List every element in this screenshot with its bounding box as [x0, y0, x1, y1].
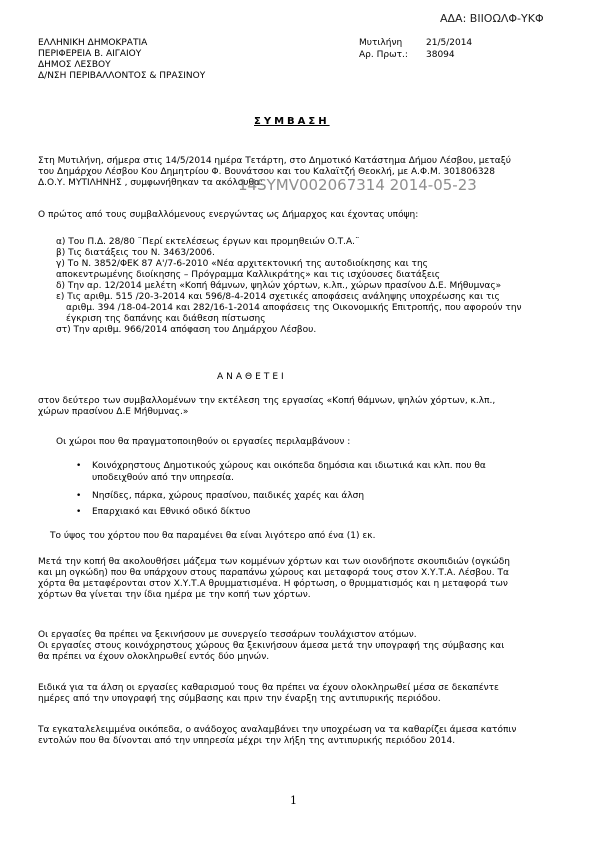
assign-paragraph — [38, 396, 495, 418]
crew-paragraph — [38, 630, 504, 663]
consideration-item: δ) Την αρ. 12/2014 μελέτη «Κοπή θάμνων, ψηλών χόρτων, κ.λπ., χώρων πρασίνου Δ.Ε. Μήθυμνας» — [56, 281, 502, 291]
protocol-number: 38094 — [426, 50, 455, 60]
paragraph-line: χόρτων θα γίνεται την ίδια ημέρα με την κοπή των χόρτων. — [38, 590, 311, 600]
area-item: Επαρχιακό και Εθνικό οδικό δίκτυο — [92, 507, 251, 517]
intro-line: Στη Μυτιλήνη, σήμερα στις 14/5/2014 ημέρα Τετάρτη, στο Δημοτικό Κατάστημα Δήμου Λέσβου, μεταξύ — [38, 156, 511, 166]
area-item: Νησίδες, πάρκα, χώρους πρασίνου, παιδικές χαρές και άλση — [92, 491, 365, 501]
assign-line: στον δεύτερο των συμβαλλομένων την εκτέλεση της εργασίας «Κοπή θάμνων, ψηλών χόρτων, κ.λπ., — [38, 396, 496, 406]
consideration-item: ε) Τις αριθμ. 515 /20-3-2014 και 596/8-4-2014 σχετικές αποφάσεις ανάληψης υποχρέωσης και τις — [56, 292, 500, 302]
consideration-item: α) Του Π.Δ. 28/80 ¨Περί εκτελέσεως έργων και προμηθειών Ο.Τ.Α.¨ — [56, 237, 360, 247]
header-line: ΕΛΛΗΝΙΚΗ ΔΗΜΟΚΡΑΤΙΑ — [38, 38, 148, 48]
first-party-text: Ο πρώτος από τους συμβαλλόμενους ενεργώντας ως Δήμαρχος και έχοντας υπόψη: — [38, 210, 419, 220]
paragraph-line: Ειδικά για τα άλση οι εργασίες καθαρισμού τους θα πρέπει να έχουν ολοκληρωθεί μέσα σε δεκαπέντε — [38, 683, 499, 693]
document-title: ΣΥΜΒΑΣΗ — [254, 116, 330, 127]
considerations-list — [56, 237, 522, 336]
bullet-icon: • — [76, 491, 82, 501]
consideration-item: β) Τις διατάξεις του Ν. 3463/2006. — [56, 248, 215, 258]
assign-line: χώρων πρασίνου Δ.Ε Μήθυμνας.» — [38, 407, 189, 417]
page-number: 1 — [290, 794, 297, 807]
bullet-icon: • — [76, 461, 82, 471]
header-line: ΠΕΡΙΦΕΡΕΙΑ Β. ΑΙΓΑΙΟΥ — [38, 49, 142, 59]
paragraph-line: χόρτα θα μεταφέρονται στον Χ.Υ.Τ.Α θρυμματισμένα. Η φόρτωση, ο θρυμματισμός και η μεταφορά των — [38, 579, 508, 589]
consideration-item: έγκριση της δαπάνης και διάθεση πίστωσης — [66, 314, 266, 324]
area-item-continued: υποδειχθούν από την υπηρεσία. — [92, 473, 235, 483]
place-label: Μυτιλήνη — [359, 38, 403, 48]
paragraph-line: Μετά την κοπή θα ακολουθήσει μάζεμα των κομμένων χόρτων και των οιονδήποτε σκουπιδιών (ογκώδη — [38, 557, 510, 567]
paragraph-line: θα πρέπει να έχουν ολοκληρωθεί εντός δύο μηνών. — [38, 652, 270, 662]
intro-line: Δ.Ο.Υ. ΜΥΤΙΛΗΝΗΣ , συμφωνήθηκαν τα ακόλουθα: — [38, 178, 263, 188]
header-left — [38, 38, 205, 82]
document-date: 21/5/2014 — [426, 38, 473, 48]
registry-watermark: 14SYMV002067314 2014-05-23 — [238, 176, 477, 194]
groves-paragraph — [38, 683, 499, 705]
protocol-label: Αρ. Πρωτ.: — [359, 50, 408, 60]
areas-intro: Οι χώροι που θα πραγματοποιηθούν οι εργασίες περιλαμβάνουν : — [56, 437, 351, 447]
paragraph-line: Τα εγκαταλελειμμένα οικόπεδα, ο ανάδοχος αναλαμβάνει την υποχρέωση να τα καθαρίζει άμεσα κατόπιν — [38, 725, 517, 735]
paragraph-line: Οι εργασίες στους κοινόχρηστους χώρους θα ξεκινήσουν άμεσα μετά την υπογραφή της σύμβασης και — [38, 641, 505, 651]
consideration-item: γ) Το Ν. 3852/ΦΕΚ 87 Α'/7-6-2010 «Νέα αρχιτεκτονική της αυτοδιοίκησης και της — [56, 259, 428, 269]
height-note: Το ύψος του χόρτου που θα παραμένει θα είναι λιγότερο από ένα (1) εκ. — [50, 531, 376, 541]
paragraph-line: εντολών που θα δίνονται από την υπηρεσία μέχρι την λήξη της αντιπυρικής περιόδου 2014. — [38, 736, 456, 746]
paragraph-line: Οι εργασίες θα πρέπει να ξεκινήσουν με συνεργείο τεσσάρων τουλάχιστον ατόμων. — [38, 630, 417, 640]
intro-line: του Δημάρχου Λέσβου Κου Δημητρίου Φ. Βουνάτσου και του Καλαϊτζή Θεοκλή, με Α.Φ.Μ. 301806328 — [38, 167, 496, 177]
plots-paragraph — [38, 725, 516, 747]
collection-paragraph — [38, 557, 510, 601]
header-line: ΔΗΜΟΣ ΛΕΣΒΟΥ — [38, 60, 111, 70]
paragraph-line: ημέρες από την υπογραφή της σύμβασης και πριν την έναρξη της αντιπυρικής περιόδου. — [38, 694, 441, 704]
assigns-heading: ΑΝΑΘΕΤΕΙ — [217, 372, 287, 382]
header-line: Δ/ΝΣΗ ΠΕΡΙΒΑΛΛΟΝΤΟΣ & ΠΡΑΣΙΝΟΥ — [38, 71, 206, 81]
consideration-item: αποκεντρωμένης διοίκησης – Πρόγραμμα Καλλικράτης» και τις ισχύουσες διατάξεις — [56, 270, 441, 280]
consideration-item: αριθμ. 394 /18-04-2014 και 282/16-1-2014 αποφάσεις της Οικονομικής Επιτροπής, που αφορούν την — [66, 303, 522, 313]
consideration-item: στ) Την αριθμ. 966/2014 απόφαση του Δημάρχου Λέσβου. — [56, 325, 317, 335]
bullet-icon: • — [76, 507, 82, 517]
ada-code: ΑΔΑ: ΒΙΙΟΩΛΦ-ΥΚΦ — [440, 12, 544, 25]
paragraph-line: και μη ογκώδη) που θα υπάρχουν στους παραπάνω χώρους και μεταφορά τους στον Χ.Υ.Τ.Α. Λέσβου. Τα — [38, 568, 509, 578]
area-item: Κοινόχρηστους Δημοτικούς χώρους και οικόπεδα δημόσια και ιδιωτικά και κλπ. που θα — [92, 461, 486, 471]
